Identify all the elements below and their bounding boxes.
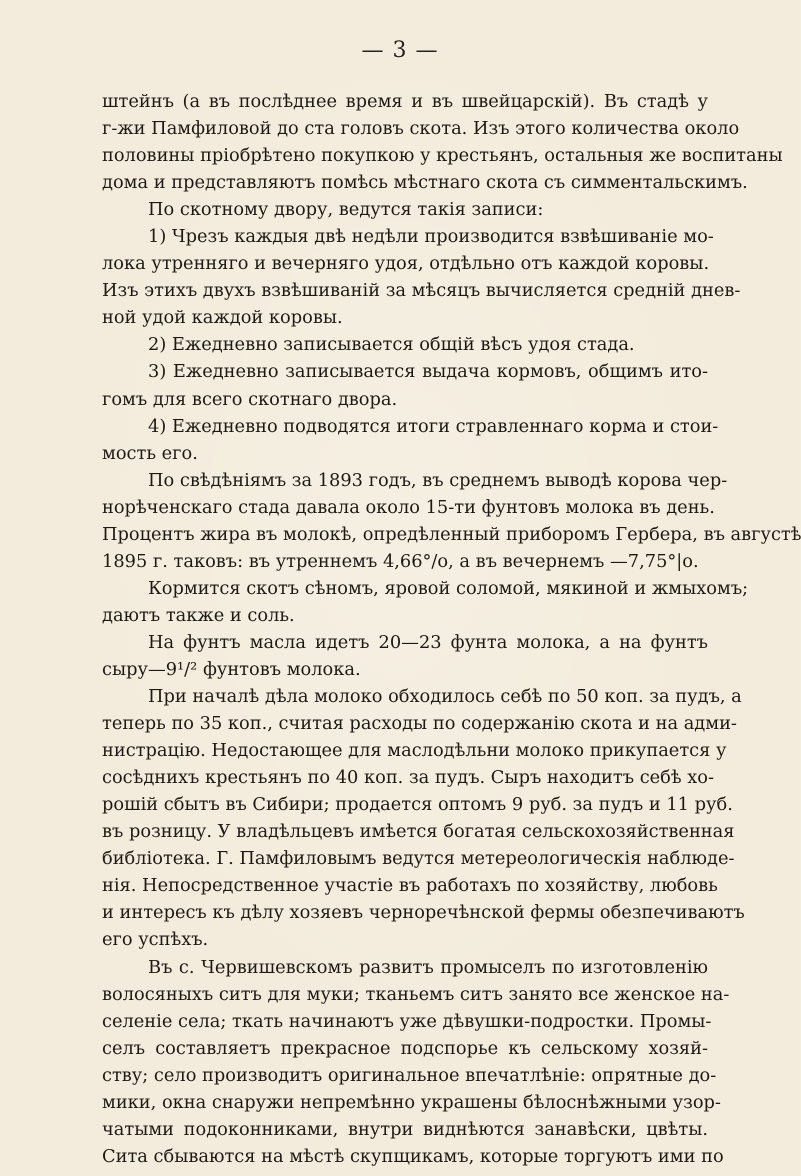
- text-line: 1) Чрезъ каждыя двѣ недѣли производится взвѣшиваніе мо-: [148, 226, 714, 248]
- text-line: По скотному двору, ведутся такія записи:: [148, 199, 544, 221]
- text-line: и интересъ къ дѣлу хозяевъ черноречѣнской фермы обезпечиваютъ: [102, 902, 745, 924]
- text-line: ной удой каждой коровы.: [102, 307, 343, 329]
- text-line: Процентъ жира въ молокѣ, опредѣленный приборомъ Гербера, въ августѣ: [102, 523, 801, 545]
- text-line: селъ составляетъ прекрасное подспорье къ сельскому хозяй-: [102, 1037, 708, 1059]
- text-line: При началѣ дѣла молоко обходилось себѣ по 50 коп. за пудъ, а: [148, 686, 742, 708]
- text-line: 1895 г. таковъ: въ утреннемъ 4,66°/о, а въ вечернемъ —7,75°|о.: [102, 550, 699, 572]
- text-line: норѣченскаго стада давала около 15-ти фунтовъ молока въ день.: [102, 496, 715, 518]
- text-line: г-жи Памфиловой до ста головъ скота. Изъ этого количества около: [102, 118, 740, 140]
- text-line: библіотека. Г. Памфиловымъ ведутся метереологическія наблюде-: [102, 848, 735, 870]
- text-line: мость его.: [102, 442, 198, 464]
- text-line: сосѣднихъ крестьянъ по 40 коп. за пудъ. Сыръ находитъ себѣ хо-: [102, 767, 715, 789]
- text-line: Въ с. Червишевскомъ развитъ промыселъ по изготовленію: [148, 956, 708, 978]
- text-line: рошій сбытъ въ Сибири; продается оптомъ 9 руб. за пудъ и 11 руб.: [102, 794, 733, 816]
- text-line: нія. Непосредственное участіе въ работахъ по хозяйству, любовь: [102, 875, 718, 897]
- text-line: На фунтъ масла идетъ 20—23 фунта молока, а на фунтъ: [148, 631, 708, 653]
- text-line: По свѣдѣніямъ за 1893 годъ, въ среднемъ выводѣ корова чер-: [148, 469, 728, 491]
- text-line: мики, окна снаружи непремѣнно украшены бѣлоснѣжными узор-: [102, 1091, 721, 1113]
- text-line: селеніе села; ткать начинаютъ уже дѣвушки-подростки. Промы-: [102, 1010, 712, 1032]
- text-line: чатыми подоконниками, внутри виднѣются занавѣски, цвѣты.: [102, 1118, 708, 1140]
- text-line: 3) Ежедневно записывается выдача кормовъ, общимъ ито-: [148, 361, 708, 383]
- text-line: теперь по 35 коп., считая расходы по содержанію скота и на адми-: [102, 713, 737, 735]
- text-line: сыру—9¹/² фунтовъ молока.: [102, 658, 361, 680]
- body-text: [102, 88, 801, 1170]
- text-line: волосяныхъ ситъ для муки; тканьемъ ситъ занято все женское на-: [102, 983, 730, 1005]
- text-line: штейнъ (а въ послѣднее время и въ швейцарскій). Въ стадѣ у: [102, 91, 708, 112]
- text-line: гомъ для всего скотнаго двора.: [102, 388, 398, 410]
- text-line: Сита сбываются на мѣстѣ скупщикамъ, которые торгуютъ ими по: [102, 1145, 724, 1167]
- text-line: его успѣхъ.: [102, 929, 209, 951]
- text-line: ству; село производитъ оригинальное впечатлѣніе: опрятные до-: [102, 1064, 717, 1086]
- text-line: Кормится скотъ сѣномъ, яровой соломой, мякиной и жмыхомъ;: [148, 577, 749, 599]
- text-line: 4) Ежедневно подводятся итоги стравленнаго корма и стои-: [148, 415, 719, 437]
- text-line: Изъ этихъ двухъ взвѣшиваній за мѣсяцъ вычисляется средній днев-: [102, 280, 741, 302]
- text-line: дома и представляютъ помѣсь мѣстнаго скота съ симментальскимъ.: [102, 172, 748, 194]
- text-line: лока утренняго и вечерняго удоя, отдѣльно отъ каждой коровы.: [102, 253, 710, 275]
- text-line: нистрацію. Недостающее для маслодѣльни молоко прикупается у: [102, 740, 727, 762]
- text-line: половины пріобрѣтено покупкою у крестьянъ, остальныя же воспитаны: [102, 145, 783, 167]
- page-number: — 3 —: [361, 38, 439, 63]
- text-line: даютъ также и соль.: [102, 604, 295, 626]
- text-line: въ розницу. У владѣльцевъ имѣется богатая сельскохозяйственная: [102, 821, 735, 843]
- text-line: 2) Ежедневно записывается общій вѣсъ удоя стада.: [148, 334, 635, 356]
